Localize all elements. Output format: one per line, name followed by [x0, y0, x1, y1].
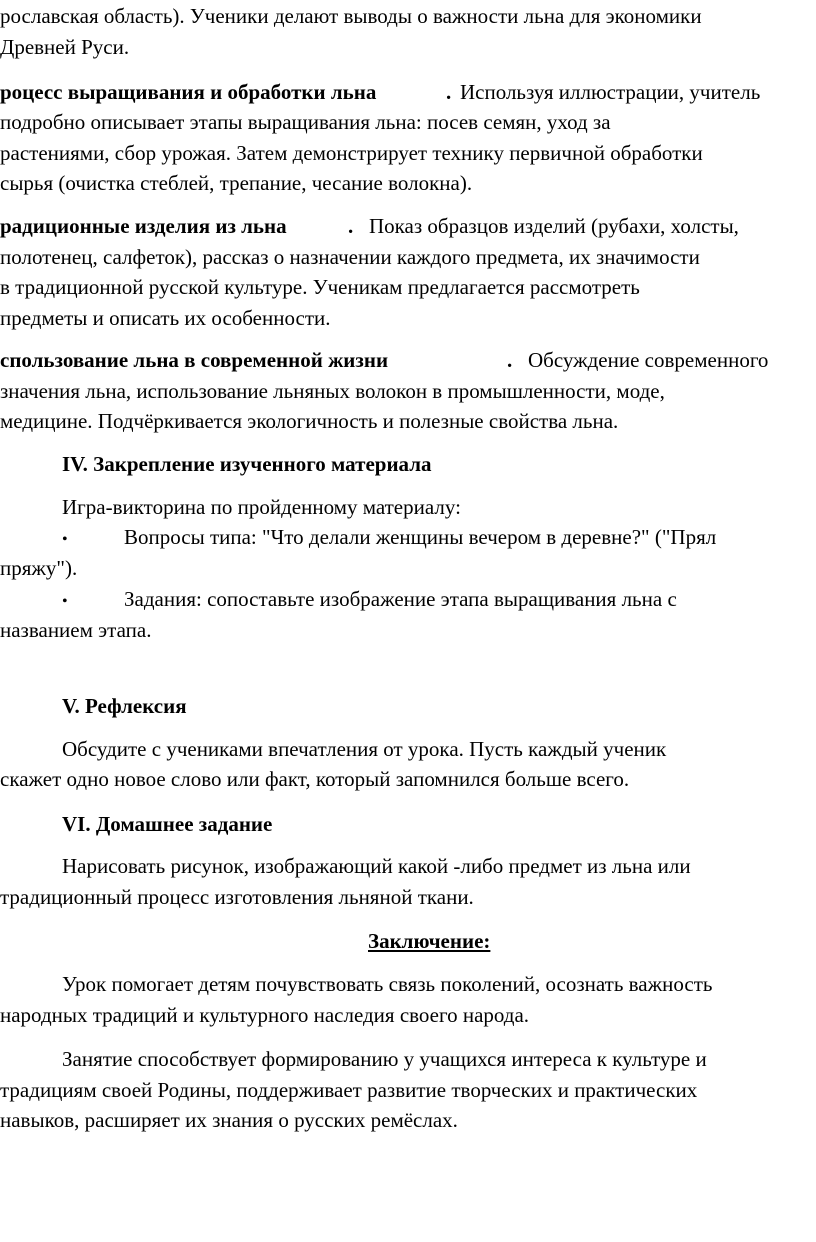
list-item: Вопросы типа: "Что делали женщины вечером в деревне?" ("Прял	[124, 525, 717, 549]
text-line: традициям своей Родины, поддерживает развитие творческих и практических	[0, 1078, 698, 1102]
text-line: полотенец, салфеток), рассказ о назначении каждого предмета, их значимости	[0, 245, 700, 269]
section-heading: радиционные изделия из льна	[0, 214, 287, 238]
text-line: Занятие способствует формированию у учащихся интереса к культуре и	[62, 1047, 707, 1071]
text-line: Обсудите с учениками впечатления от урока. Пусть каждый ученик	[62, 737, 667, 761]
text-line: традиционный процесс изготовления льняной ткани.	[0, 885, 474, 909]
bullet-icon: •	[62, 593, 68, 610]
text-line: Игра-викторина по пройденному материалу:	[62, 495, 461, 519]
text-line: Используя иллюстрации, учитель	[460, 80, 761, 104]
text-line: предметы и описать их особенности.	[0, 306, 331, 330]
section-heading-iv: IV. Закрепление изученного материала	[62, 452, 432, 476]
text-line: Показ образцов изделий (рубахи, холсты,	[369, 214, 739, 238]
section-heading: роцесс выращивания и обработки льна	[0, 80, 377, 104]
text-line: Урок помогает детям почувствовать связь поколений, осознать важность	[62, 972, 713, 996]
text-line: Древней Руси.	[0, 35, 130, 59]
text-line: рославская область). Ученики делают выводы о важности льна для экономики	[0, 4, 702, 28]
text-line: в традиционной русской культуре. Ученикам предлагается рассмотреть	[0, 275, 640, 299]
text-line: Нарисовать рисунок, изображающий какой -либо предмет из льна или	[62, 854, 691, 878]
heading-period: .	[348, 214, 354, 238]
text-line: Обсуждение современного	[528, 348, 769, 372]
section-heading-v: V. Рефлексия	[62, 694, 187, 718]
bullet-icon: •	[62, 531, 68, 548]
text-line: названием этапа.	[0, 618, 152, 642]
text-line: сырья (очистка стеблей, трепание, чесание волокна).	[0, 171, 473, 195]
text-line: пряжу").	[0, 556, 78, 580]
list-item: Задания: сопоставьте изображение этапа выращивания льна с	[124, 587, 677, 611]
section-heading-vi: VI. Домашнее задание	[62, 812, 273, 836]
heading-period: .	[507, 348, 513, 372]
text-line: навыков, расширяет их знания о русских ремёслах.	[0, 1108, 458, 1132]
section-heading: спользование льна в современной жизни	[0, 348, 389, 372]
conclusion-heading: Заключение:	[368, 929, 491, 953]
text-line: подробно описывает этапы выращивания льна: посев семян, уход за	[0, 110, 611, 134]
text-line: растениями, сбор урожая. Затем демонстрирует технику первичной обработки	[0, 141, 703, 165]
text-line: значения льна, использование льняных волокон в промышленности, моде,	[0, 379, 665, 403]
heading-period: .	[446, 80, 452, 104]
text-line: скажет одно новое слово или факт, который запомнился больше всего.	[0, 767, 630, 791]
text-line: медицине. Подчёркивается экологичность и полезные свойства льна.	[0, 409, 619, 433]
text-line: народных традиций и культурного наследия своего народа.	[0, 1003, 530, 1027]
